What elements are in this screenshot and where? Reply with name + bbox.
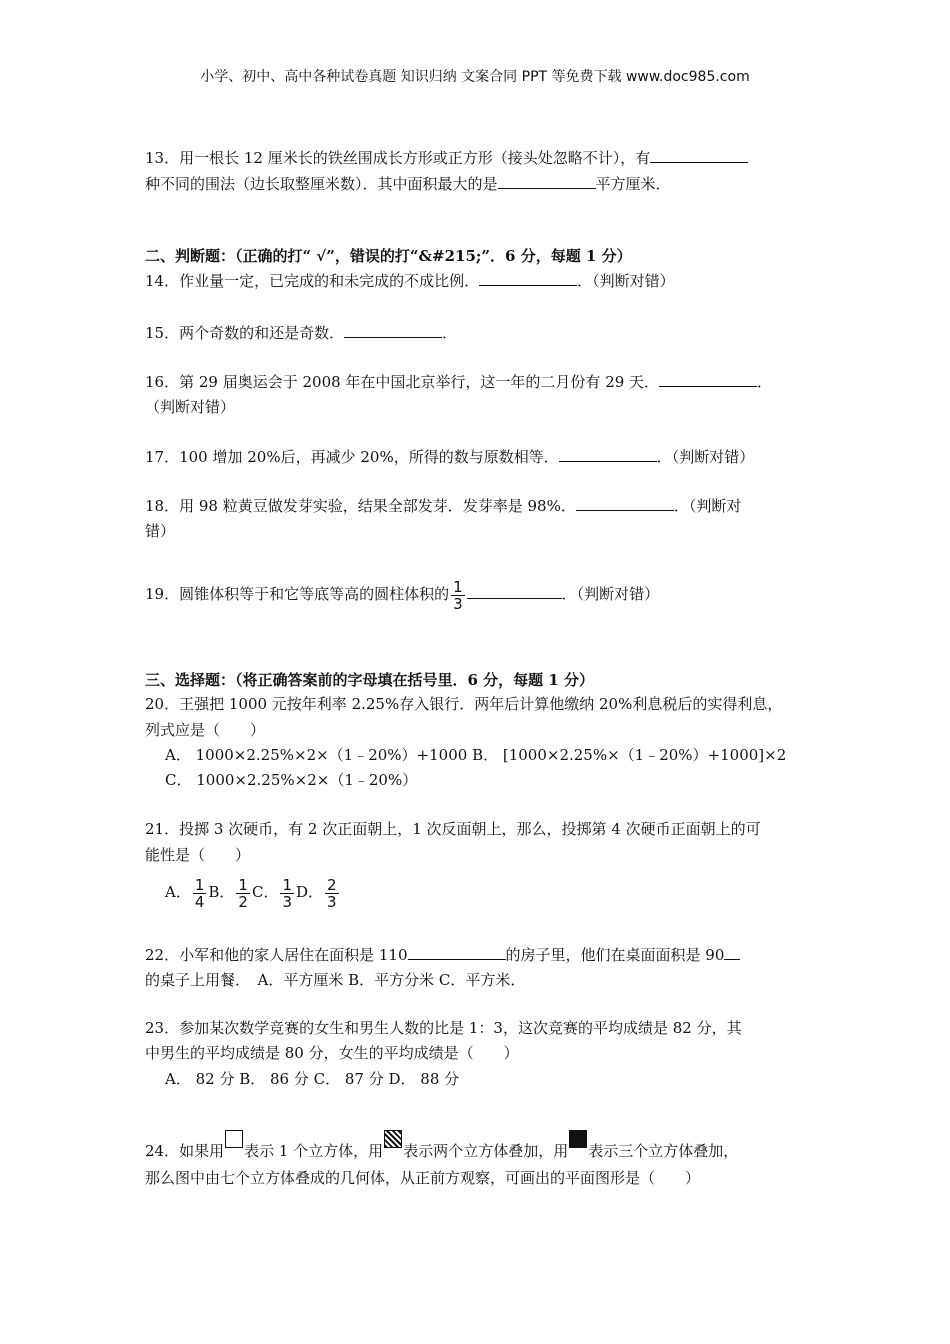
answer-blank[interactable] [576, 496, 674, 511]
answer-blank[interactable] [467, 584, 562, 599]
numerator: 1 [194, 875, 205, 894]
question-24-line2: 那么图中由七个立方体叠成的几何体，从正前方观察，可画出的平面图形是（ ） [145, 1169, 701, 1187]
question-22-line2: 的桌子上用餐． A．平方厘米 B．平方分米 C．平方米． [145, 971, 526, 989]
fraction [193, 877, 207, 910]
q19-suffix: ．（判断对错） [561, 585, 660, 603]
question-14 [145, 271, 675, 291]
q18-suffix: ．（判断对 [673, 497, 742, 515]
question-16 [145, 372, 772, 392]
numerator: 2 [327, 875, 337, 894]
q16-suffix: ． [757, 373, 773, 391]
option-label: B． [208, 883, 235, 901]
section-2-heading: 二、判断题：（正确的打“ √”，错误的打“&#215;”．6 分，每题 1 分） [145, 247, 632, 265]
section-3-heading: 三、选择题：（将正确答案前的字母填在括号里．6 分，每题 1 分） [145, 671, 595, 689]
answer-blank[interactable] [408, 945, 506, 960]
fraction [325, 877, 339, 910]
answer-blank[interactable] [659, 372, 757, 387]
question-21-line2: 能性是（ ） [145, 846, 251, 864]
fraction [236, 877, 250, 910]
q13-text: 13．用一根长 12 厘米长的铁丝围成长方形或正方形（接头处忽略不计），有 [145, 149, 651, 167]
question-16-line2: （判断对错） [145, 398, 236, 416]
option-label: D． [296, 883, 324, 901]
question-20-line2: 列式应是（ ） [145, 721, 266, 739]
q14-suffix: ．（判断对错） [577, 272, 675, 290]
denominator: 4 [194, 892, 205, 911]
q22-text: 22．小军和他的家人居住在面积是 110 [145, 946, 408, 964]
single-cube-square-icon [225, 1130, 243, 1148]
q15-text: 15．两个奇数的和还是奇数． [145, 324, 345, 342]
double-cube-hatched-square-icon [384, 1130, 402, 1148]
option-label: A． [165, 883, 191, 901]
question-20-line1: 20．王强把 1000 元按年利率 2.25%存入银行．两年后计算他缴纳 20%利息税后的实得利息， [145, 695, 783, 713]
answer-blank[interactable] [498, 174, 596, 189]
answer-blank[interactable] [344, 323, 442, 338]
q17-suffix: ．（判断对错） [656, 448, 755, 466]
q18-text: 18．用 98 粒黄豆做发芽实验，结果全部发芽．发芽率是 98%． [145, 497, 576, 515]
question-20-options-ab: A． 1000×2.25%×2×（1﹣20%）+1000 B． [1000×2.25%×（1﹣20%）+1000]×2 [165, 746, 787, 764]
denominator: 3 [282, 892, 292, 911]
q13-text: 种不同的围法（边长取整厘米数）．其中面积最大的是 [145, 175, 498, 193]
page-header: 小学、初中、高中各种试卷真题 知识归纳 文案合同 PPT 等免费下载 www.doc985.com [200, 69, 750, 85]
q13-text: 平方厘米． [595, 175, 671, 193]
numerator: 1 [238, 875, 248, 894]
question-23-line2: 中男生的平均成绩是 80 分，女生的平均成绩是（ ） [145, 1044, 519, 1062]
question-18-line2: 错） [145, 522, 176, 540]
question-23-line1: 23．参加某次数学竞赛的女生和男生人数的比是 1：3，这次竞赛的平均成绩是 82 分，其 [145, 1019, 742, 1037]
q24-text: 表示三个立方体叠加， [588, 1142, 739, 1160]
numerator: 1 [282, 875, 292, 894]
q22-text: 的房子里，他们在桌面面积是 90 [505, 946, 725, 964]
denominator: 2 [238, 892, 248, 911]
answer-blank[interactable] [650, 148, 748, 163]
question-21-line1: 21．投掷 3 次硬币，有 2 次正面朝上，1 次反面朝上，那么，投掷第 4 次硬币正面朝上的可 [145, 820, 761, 838]
answer-blank[interactable] [724, 945, 740, 960]
question-19 [145, 578, 659, 612]
question-22-line1 [145, 945, 740, 965]
question-21-options [165, 874, 341, 910]
q15-suffix: ． [442, 324, 458, 342]
q24-text: 24．如果用 [145, 1142, 225, 1160]
triple-cube-black-square-icon [569, 1130, 587, 1148]
q14-text: 14．作业量一定，已完成的和未完成的不成比例． [145, 272, 480, 290]
question-17 [145, 447, 754, 467]
q17-text: 17．100 增加 20%后，再减少 20%，所得的数与原数相等． [145, 448, 559, 466]
denominator: 3 [327, 892, 337, 911]
question-15 [145, 323, 457, 343]
answer-blank[interactable] [559, 447, 657, 462]
question-18 [145, 496, 741, 516]
numerator: 1 [453, 577, 463, 596]
answer-blank[interactable] [479, 271, 577, 286]
q24-text: 表示两个立方体叠加，用 [403, 1142, 569, 1160]
fraction [280, 877, 294, 910]
question-13-line2 [145, 174, 671, 194]
question-24-line1 [145, 1130, 738, 1166]
fraction [451, 579, 465, 612]
question-20-option-c: C． 1000×2.25%×2×（1﹣20%） [165, 771, 418, 789]
q16-text: 16．第 29 届奥运会于 2008 年在中国北京举行，这一年的二月份有 29 天． [145, 373, 660, 391]
q24-text: 表示 1 个立方体，用 [244, 1142, 384, 1160]
question-13-line1 [145, 148, 748, 168]
option-label: C． [251, 883, 279, 901]
q19-text: 19．圆锥体积等于和它等底等高的圆柱体积的 [145, 585, 450, 603]
question-23-options: A． 82 分 B． 86 分 C． 87 分 D． 88 分 [165, 1070, 460, 1088]
denominator: 3 [453, 594, 463, 613]
